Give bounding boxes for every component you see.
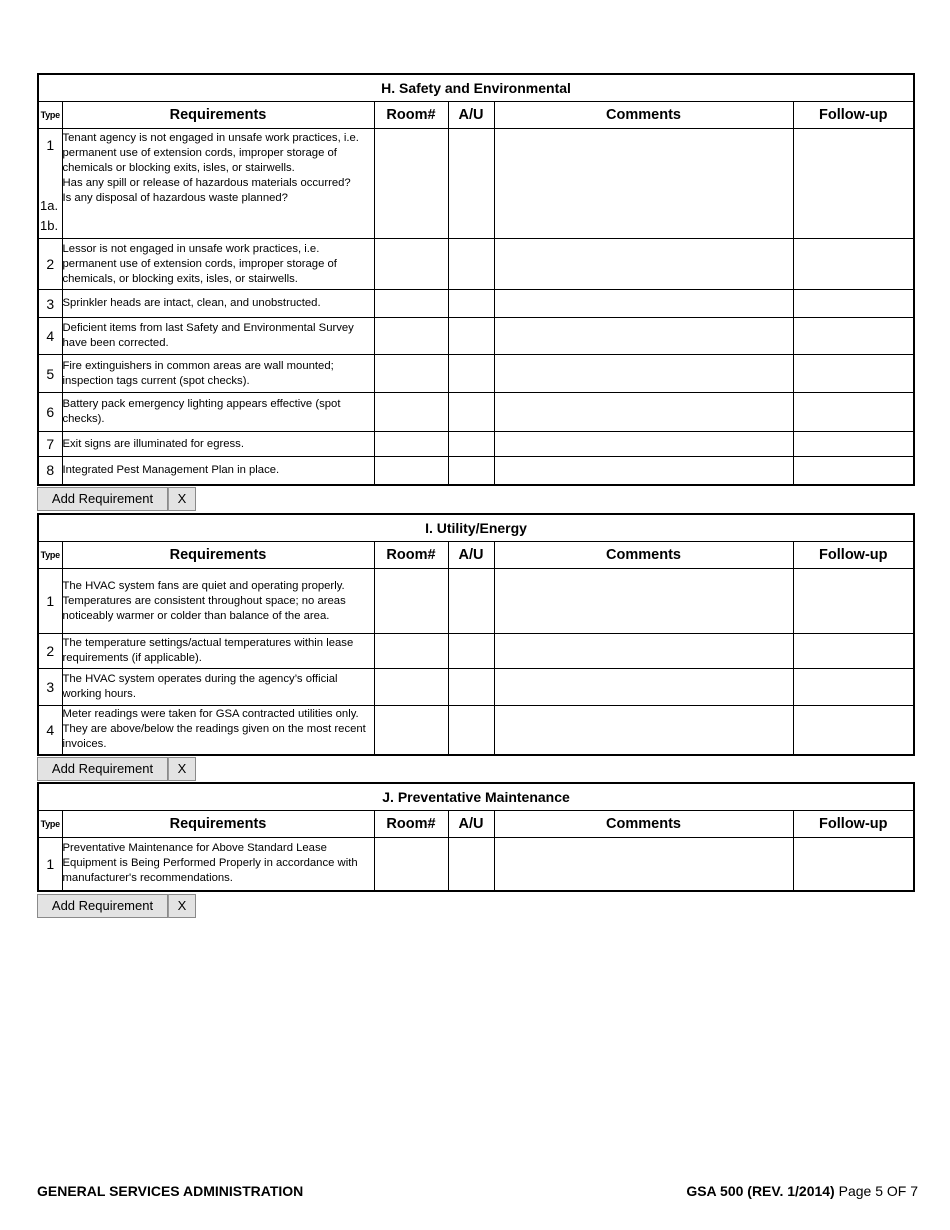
comments-field[interactable] (494, 634, 793, 669)
requirement-text: Tenant agency is not engaged in unsafe work practices, i.e. permanent use of extension cords, improper storage of chemicals or blocking exits, isles, or stairwells. (62, 132, 359, 174)
table-row (38, 457, 914, 485)
row-num: 4 (38, 706, 62, 755)
comments-field[interactable] (494, 393, 793, 432)
col-requirements: Requirements (62, 811, 374, 838)
col-au: A/U (448, 102, 494, 129)
requirement-text-a: Has any spill or release of hazardous materials occurred? (62, 177, 351, 189)
requirement-text: Exit signs are illuminated for egress. (62, 432, 374, 457)
col-room: Room# (374, 542, 448, 569)
table-row (38, 290, 914, 318)
comments-field[interactable] (494, 838, 793, 891)
col-type: Type (38, 102, 62, 129)
column-header-row (38, 102, 914, 129)
au-field[interactable] (448, 355, 494, 393)
section-j-table (37, 782, 915, 892)
col-followup: Follow-up (793, 811, 914, 838)
requirement-text: Battery pack emergency lighting appears effective (spot checks). (62, 393, 374, 432)
au-field[interactable] (448, 838, 494, 891)
section-title: J. Preventative Maintenance (38, 783, 914, 811)
col-room: Room# (374, 102, 448, 129)
add-requirement-button[interactable]: Add Requirement (37, 757, 168, 781)
table-row (38, 239, 914, 290)
row-num: 5 (38, 355, 62, 393)
section-h-table (37, 73, 915, 486)
comments-field[interactable] (494, 290, 793, 318)
row-num: 1 (38, 838, 62, 891)
requirement-text: Meter readings were taken for GSA contracted utilities only. They are above/below the readings given on the most recent invoices. (62, 706, 374, 755)
table-row (38, 706, 914, 755)
col-au: A/U (448, 811, 494, 838)
column-header-row (38, 811, 914, 838)
au-field[interactable] (448, 239, 494, 290)
footer-form-number: GSA 500 (REV. 1/2014) (686, 1183, 835, 1199)
comments-field[interactable] (494, 569, 793, 634)
section-title: H. Safety and Environmental (38, 74, 914, 102)
section-h-safety-environmental (37, 73, 913, 486)
footer-form-info (686, 1183, 918, 1199)
add-requirement-button[interactable]: Add Requirement (37, 894, 168, 918)
row-num: 8 (38, 457, 62, 485)
section-h-button-bar (37, 487, 196, 511)
followup-field[interactable] (793, 318, 914, 355)
col-type: Type (38, 542, 62, 569)
col-comments: Comments (494, 811, 793, 838)
table-row (38, 393, 914, 432)
table-row (38, 634, 914, 669)
followup-field[interactable] (793, 432, 914, 457)
table-row (38, 355, 914, 393)
requirement-text: Sprinkler heads are intact, clean, and unobstructed. (62, 290, 374, 318)
row-num-a: 1a. (40, 198, 59, 213)
requirement-text: Lessor is not engaged in unsafe work practices, i.e. permanent use of extension cords, improper storage of chemicals, or blocking exits, isles, or stairwells. (62, 239, 374, 290)
comments-field[interactable] (494, 457, 793, 485)
col-comments: Comments (494, 542, 793, 569)
add-requirement-button[interactable]: Add Requirement (37, 487, 168, 511)
requirement-text: Fire extinguishers in common areas are wall mounted; inspection tags current (spot checks). (62, 355, 374, 393)
room-field[interactable] (374, 569, 448, 634)
followup-field[interactable] (793, 669, 914, 706)
followup-field[interactable] (793, 355, 914, 393)
table-row (38, 669, 914, 706)
requirement-text: Deficient items from last Safety and Environmental Survey have been corrected. (62, 318, 374, 355)
au-field[interactable] (448, 634, 494, 669)
au-field[interactable] (448, 669, 494, 706)
requirement-text: The temperature settings/actual temperatures within lease requirements (if applicable). (62, 634, 374, 669)
followup-field[interactable] (793, 290, 914, 318)
comments-field[interactable] (494, 239, 793, 290)
au-field[interactable] (448, 129, 494, 239)
room-field[interactable] (374, 432, 448, 457)
col-room: Room# (374, 811, 448, 838)
footer-agency: GENERAL SERVICES ADMINISTRATION (37, 1183, 304, 1199)
followup-field[interactable] (793, 457, 914, 485)
col-followup: Follow-up (793, 102, 914, 129)
row-num: 2 (38, 239, 62, 290)
remove-requirement-button[interactable]: X (168, 894, 196, 918)
col-au: A/U (448, 542, 494, 569)
au-field[interactable] (448, 393, 494, 432)
au-field[interactable] (448, 569, 494, 634)
row-num: 2 (38, 634, 62, 669)
row-num: 3 (38, 290, 62, 318)
col-comments: Comments (494, 102, 793, 129)
col-type: Type (38, 811, 62, 838)
room-field[interactable] (374, 239, 448, 290)
room-field[interactable] (374, 706, 448, 755)
section-j-button-bar (37, 894, 196, 918)
followup-field[interactable] (793, 129, 914, 239)
au-field[interactable] (448, 432, 494, 457)
row-num: 3 (38, 669, 62, 706)
table-row (38, 318, 914, 355)
section-j-preventative-maintenance (37, 782, 913, 892)
remove-requirement-button[interactable]: X (168, 487, 196, 511)
row-num: 6 (38, 393, 62, 432)
comments-field[interactable] (494, 129, 793, 239)
au-field[interactable] (448, 318, 494, 355)
column-header-row (38, 542, 914, 569)
requirement-text: Preventative Maintenance for Above Standard Lease Equipment is Being Performed Properly in accordance with manufacturer's recommendations. (62, 838, 374, 891)
requirement-text: Integrated Pest Management Plan in place. (62, 457, 374, 485)
comments-field[interactable] (494, 706, 793, 755)
comments-field[interactable] (494, 355, 793, 393)
au-field[interactable] (448, 706, 494, 755)
room-field[interactable] (374, 634, 448, 669)
room-field[interactable] (374, 290, 448, 318)
col-requirements: Requirements (62, 102, 374, 129)
row-num-b: 1b. (40, 218, 59, 233)
comments-field[interactable] (494, 318, 793, 355)
row-type (38, 129, 62, 239)
requirement-text-b: Is any disposal of hazardous waste planned? (62, 192, 288, 204)
room-field[interactable] (374, 318, 448, 355)
table-row (38, 432, 914, 457)
table-row (38, 129, 914, 239)
row-num: 7 (38, 432, 62, 457)
followup-field[interactable] (793, 706, 914, 755)
room-field[interactable] (374, 129, 448, 239)
col-followup: Follow-up (793, 542, 914, 569)
au-field[interactable] (448, 290, 494, 318)
followup-field[interactable] (793, 838, 914, 891)
row-num: 1 (38, 569, 62, 634)
comments-field[interactable] (494, 432, 793, 457)
room-field[interactable] (374, 838, 448, 891)
remove-requirement-button[interactable]: X (168, 757, 196, 781)
followup-field[interactable] (793, 569, 914, 634)
room-field[interactable] (374, 669, 448, 706)
requirement-text: The HVAC system operates during the agency’s official working hours. (62, 669, 374, 706)
comments-field[interactable] (494, 669, 793, 706)
followup-field[interactable] (793, 239, 914, 290)
col-requirements: Requirements (62, 542, 374, 569)
followup-field[interactable] (793, 634, 914, 669)
row-num: 4 (38, 318, 62, 355)
section-i-utility-energy (37, 513, 913, 756)
followup-field[interactable] (793, 393, 914, 432)
requirement-text: The HVAC system fans are quiet and operating properly. Temperatures are consistent throughout space; no areas noticeably warmer or colder than balance of the area. (62, 569, 374, 634)
section-i-table (37, 513, 915, 756)
section-title: I. Utility/Energy (38, 514, 914, 542)
au-field[interactable] (448, 457, 494, 485)
room-field[interactable] (374, 393, 448, 432)
table-row (38, 838, 914, 891)
section-i-button-bar (37, 757, 196, 781)
footer-page-number: Page 5 OF 7 (838, 1183, 918, 1199)
row-num: 1 (46, 137, 55, 153)
room-field[interactable] (374, 457, 448, 485)
table-row (38, 569, 914, 634)
row-requirement (62, 129, 374, 239)
room-field[interactable] (374, 355, 448, 393)
